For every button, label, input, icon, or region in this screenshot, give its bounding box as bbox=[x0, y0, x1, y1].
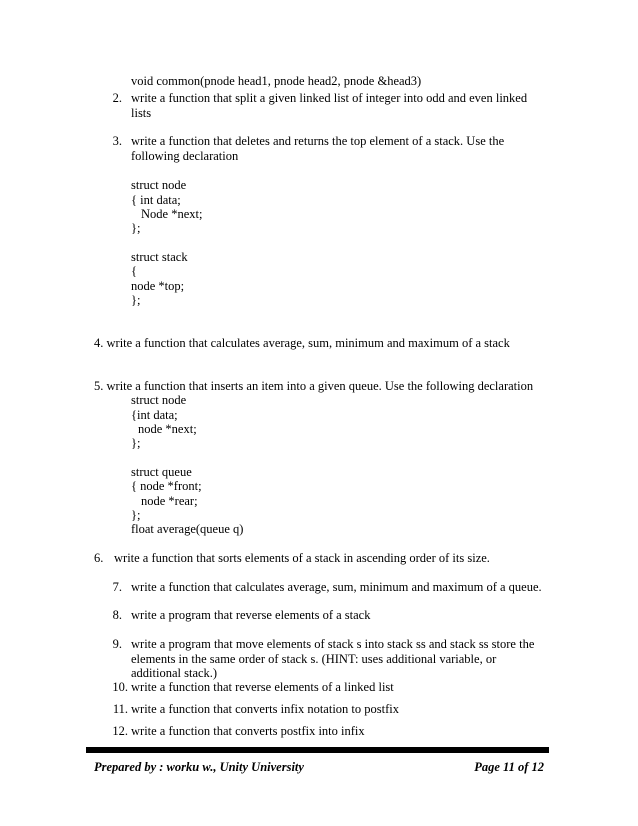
item-9-text-line-2: elements in the same order of stack s. (HINT: uses additional variable, or bbox=[131, 652, 497, 666]
item-2-text-line-1: write a function that split a given linked list of integer into odd and even linked bbox=[131, 91, 528, 105]
code-line: struct node bbox=[131, 178, 187, 192]
function-signature-line: void common(pnode head1, pnode head2, pnode &head3) bbox=[131, 74, 422, 88]
code-line: float average(queue q) bbox=[131, 522, 244, 536]
code-line: node *next; bbox=[138, 422, 197, 436]
item-number-10: 10. bbox=[112, 680, 128, 694]
code-line: node *top; bbox=[131, 279, 185, 293]
item-number-2: 2. bbox=[112, 91, 122, 105]
item-9-text-line-1: write a program that move elements of stack s into stack ss and stack ss store the bbox=[131, 637, 535, 651]
item-number-12: 12. bbox=[112, 724, 128, 738]
code-line: struct node bbox=[131, 393, 187, 407]
item-8-text: write a program that reverse elements of a stack bbox=[131, 608, 371, 622]
code-line: struct queue bbox=[131, 465, 192, 479]
footer-left: Prepared by : worku w., Unity University bbox=[94, 760, 304, 774]
item-4-text: 4. write a function that calculates average, sum, minimum and maximum of a stack bbox=[94, 336, 510, 350]
item-12-text: write a function that converts postfix into infix bbox=[131, 724, 365, 738]
code-line: { node *front; bbox=[131, 479, 202, 493]
code-line: }; bbox=[131, 436, 141, 450]
item-2-text-line-2: lists bbox=[131, 106, 152, 120]
item-number-9: 9. bbox=[112, 637, 122, 651]
item-11-text: write a function that converts infix notation to postfix bbox=[131, 702, 399, 716]
item-number-7: 7. bbox=[112, 580, 122, 594]
code-line: {int data; bbox=[131, 408, 178, 422]
item-5-text: 5. write a function that inserts an item into a given queue. Use the following declaration bbox=[94, 379, 534, 393]
code-line: { bbox=[131, 264, 137, 278]
item-3-text-line-2: following declaration bbox=[131, 149, 239, 163]
code-line: }; bbox=[131, 293, 141, 307]
code-line: }; bbox=[131, 508, 141, 522]
item-9-text-line-3: additional stack.) bbox=[131, 666, 218, 680]
item-number-8: 8. bbox=[112, 608, 122, 622]
item-7-text: write a function that calculates average, sum, minimum and maximum of a queue. bbox=[131, 580, 542, 594]
footer-page-number: Page 11 of 12 bbox=[474, 760, 544, 774]
code-line: Node *next; bbox=[141, 207, 203, 221]
code-line: struct stack bbox=[131, 250, 188, 264]
code-line: node *rear; bbox=[141, 494, 198, 508]
code-line: }; bbox=[131, 221, 141, 235]
footer-rule bbox=[86, 747, 549, 753]
item-number-6: 6. bbox=[94, 551, 104, 565]
item-6-text: write a function that sorts elements of a stack in ascending order of its size. bbox=[114, 551, 490, 565]
item-number-11: 11. bbox=[112, 702, 128, 716]
item-number-3: 3. bbox=[112, 134, 122, 148]
code-line: { int data; bbox=[131, 193, 181, 207]
item-3-text-line-1: write a function that deletes and returns the top element of a stack. Use the bbox=[131, 134, 505, 148]
item-10-text: write a function that reverse elements of a linked list bbox=[131, 680, 394, 694]
